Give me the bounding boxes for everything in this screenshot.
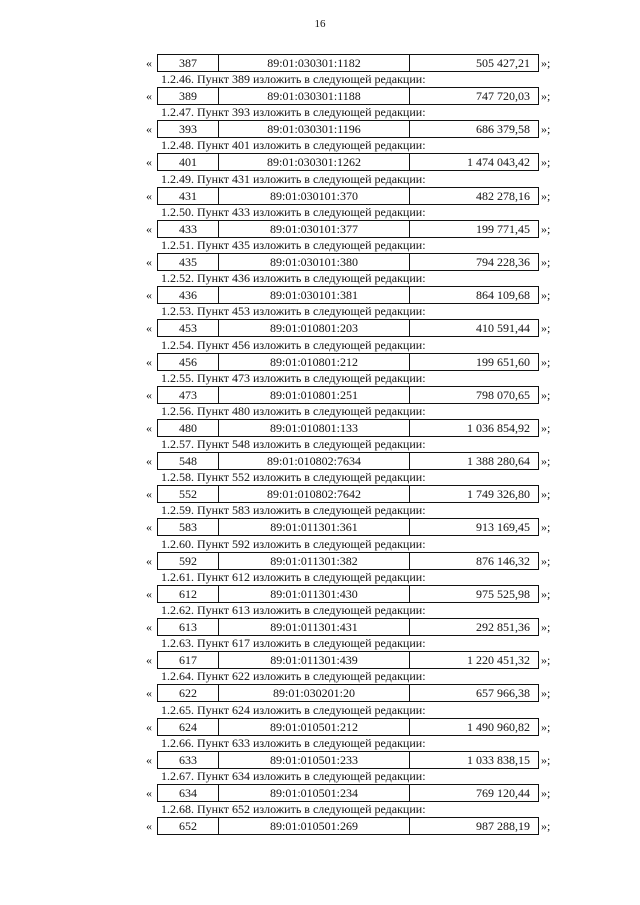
- item-number-cell: 613: [158, 619, 219, 635]
- opening-quote: «: [146, 752, 152, 767]
- table-row-line: [0, 452, 640, 470]
- closing-quote: »;: [541, 487, 551, 502]
- table-row-line: [0, 518, 640, 536]
- amendment-entry: [0, 636, 640, 669]
- table-row-line: [0, 120, 640, 138]
- value-cell: 657 966,38: [476, 686, 530, 701]
- value-cell: 199 651,60: [476, 354, 530, 369]
- table-row-line: [0, 319, 640, 337]
- item-number-cell: 401: [158, 154, 219, 170]
- cadastral-number-cell: 89:01:030301:1262: [219, 154, 410, 170]
- cadastral-number-cell: 89:01:030101:380: [219, 254, 410, 270]
- item-number-cell: 473: [158, 387, 219, 403]
- opening-quote: «: [146, 89, 152, 103]
- item-number-cell: 624: [158, 719, 219, 735]
- opening-quote: «: [146, 719, 152, 734]
- item-number-cell: 592: [158, 553, 219, 569]
- amendment-heading: 1.2.46. Пункт 389 изложить в следующей редакции:: [161, 72, 426, 86]
- opening-quote: «: [146, 454, 152, 469]
- amendment-entry: [0, 138, 640, 171]
- amendment-heading: 1.2.50. Пункт 433 изложить в следующей редакции:: [161, 204, 426, 219]
- table-row: [157, 684, 539, 702]
- cadastral-number-cell: 89:01:010501:234: [219, 785, 410, 801]
- cadastral-number-cell: 89:01:010501:233: [219, 752, 410, 768]
- item-number-cell: 652: [158, 818, 219, 834]
- value-cell: 686 379,58: [476, 122, 530, 137]
- cadastral-number-cell: 89:01:011301:430: [219, 586, 410, 602]
- cadastral-number-cell: 89:01:010801:203: [219, 320, 410, 336]
- closing-quote: »;: [541, 387, 551, 402]
- cadastral-number-cell: 89:01:010801:133: [219, 420, 410, 436]
- amendment-entry: [0, 570, 640, 603]
- amendment-entry: [0, 54, 640, 72]
- closing-quote: »;: [541, 254, 551, 269]
- opening-quote: «: [146, 487, 152, 502]
- table-row: [157, 120, 539, 138]
- table-row-line: [0, 485, 640, 503]
- value-cell: 505 427,21: [476, 56, 530, 70]
- table-row-line: [0, 386, 640, 404]
- amendment-entry: [0, 271, 640, 304]
- amendment-entry: [0, 603, 640, 636]
- table-row: [157, 751, 539, 769]
- item-number-cell: 453: [158, 320, 219, 336]
- closing-quote: »;: [541, 354, 551, 369]
- closing-quote: »;: [541, 155, 551, 170]
- cadastral-number-cell: 89:01:011301:361: [219, 519, 410, 535]
- opening-quote: «: [146, 321, 152, 336]
- amendment-entry: [0, 736, 640, 769]
- opening-quote: «: [146, 221, 152, 236]
- value-cell: 482 278,16: [476, 188, 530, 203]
- item-number-cell: 633: [158, 752, 219, 768]
- closing-quote: »;: [541, 454, 551, 469]
- table-row-line: [0, 187, 640, 205]
- table-row: [157, 187, 539, 205]
- closing-quote: »;: [541, 553, 551, 568]
- amendment-entry: [0, 802, 640, 835]
- closing-quote: »;: [541, 221, 551, 236]
- table-row: [157, 518, 539, 536]
- item-number-cell: 552: [158, 486, 219, 502]
- table-row-line: [0, 286, 640, 304]
- amendment-heading: 1.2.59. Пункт 583 изложить в следующей редакции:: [161, 503, 426, 518]
- cadastral-number-cell: 89:01:011301:382: [219, 553, 410, 569]
- cadastral-number-cell: 89:01:030201:20: [219, 685, 410, 701]
- amendment-heading: 1.2.65. Пункт 624 изложить в следующей редакции:: [161, 702, 426, 717]
- table-row-line: [0, 253, 640, 271]
- amendment-entry: [0, 205, 640, 238]
- cadastral-number-cell: 89:01:010801:251: [219, 387, 410, 403]
- item-number-cell: 456: [158, 354, 219, 370]
- item-number-cell: 389: [158, 88, 219, 104]
- table-row-line: [0, 419, 640, 437]
- opening-quote: «: [146, 420, 152, 435]
- opening-quote: «: [146, 56, 152, 70]
- cadastral-number-cell: 89:01:010801:212: [219, 354, 410, 370]
- closing-quote: »;: [541, 586, 551, 601]
- amendment-heading: 1.2.64. Пункт 622 изложить в следующей редакции:: [161, 669, 426, 684]
- opening-quote: «: [146, 586, 152, 601]
- item-number-cell: 548: [158, 453, 219, 469]
- opening-quote: «: [146, 819, 152, 834]
- table-row: [157, 253, 539, 271]
- amendment-heading: 1.2.49. Пункт 431 изложить в следующей редакции:: [161, 171, 426, 186]
- item-number-cell: 480: [158, 420, 219, 436]
- amendment-entry: [0, 371, 640, 404]
- value-cell: 1 388 280,64: [467, 454, 530, 469]
- table-row: [157, 817, 539, 835]
- amendment-entry: [0, 172, 640, 205]
- value-cell: 794 228,36: [476, 254, 530, 269]
- opening-quote: «: [146, 188, 152, 203]
- cadastral-number-cell: 89:01:030101:381: [219, 287, 410, 303]
- document-body: [0, 54, 640, 835]
- value-cell: 798 070,65: [476, 387, 530, 402]
- item-number-cell: 617: [158, 652, 219, 668]
- opening-quote: «: [146, 155, 152, 170]
- cadastral-number-cell: 89:01:010501:269: [219, 818, 410, 834]
- value-cell: 1 749 326,80: [467, 487, 530, 502]
- item-number-cell: 431: [158, 188, 219, 204]
- amendment-entry: [0, 503, 640, 536]
- cadastral-number-cell: 89:01:010802:7642: [219, 486, 410, 502]
- table-row: [157, 718, 539, 736]
- cadastral-number-cell: 89:01:030101:377: [219, 221, 410, 237]
- amendment-heading: 1.2.67. Пункт 634 изложить в следующей редакции:: [161, 768, 426, 783]
- closing-quote: »;: [541, 819, 551, 834]
- closing-quote: »;: [541, 719, 551, 734]
- table-row: [157, 353, 539, 371]
- table-row-line: [0, 220, 640, 238]
- table-row: [157, 651, 539, 669]
- table-row-line: [0, 817, 640, 835]
- amendment-heading: 1.2.57. Пункт 548 изложить в следующей редакции:: [161, 437, 426, 452]
- amendment-heading: 1.2.56. Пункт 480 изложить в следующей редакции:: [161, 403, 426, 418]
- table-row-line: [0, 585, 640, 603]
- cadastral-number-cell: 89:01:030101:370: [219, 188, 410, 204]
- opening-quote: «: [146, 354, 152, 369]
- table-row-line: [0, 552, 640, 570]
- cadastral-number-cell: 89:01:010501:212: [219, 719, 410, 735]
- amendment-heading: 1.2.51. Пункт 435 изложить в следующей редакции:: [161, 237, 426, 252]
- table-row-line: [0, 618, 640, 636]
- table-row-line: [0, 718, 640, 736]
- page-number: 16: [314, 18, 326, 30]
- value-cell: 1 036 854,92: [467, 420, 530, 435]
- value-cell: 410 591,44: [476, 321, 530, 336]
- table-row: [157, 452, 539, 470]
- item-number-cell: 435: [158, 254, 219, 270]
- opening-quote: «: [146, 387, 152, 402]
- table-row: [157, 618, 539, 636]
- amendment-heading: 1.2.68. Пункт 652 изложить в следующей редакции:: [161, 802, 426, 817]
- value-cell: 1 220 451,32: [467, 653, 530, 668]
- table-row: [157, 485, 539, 503]
- table-row-line: [0, 153, 640, 171]
- value-cell: 913 169,45: [476, 520, 530, 535]
- closing-quote: »;: [541, 321, 551, 336]
- amendment-heading: 1.2.60. Пункт 592 изложить в следующей редакции:: [161, 536, 426, 551]
- opening-quote: «: [146, 520, 152, 535]
- table-row: [157, 286, 539, 304]
- table-row: [157, 220, 539, 238]
- item-number-cell: 634: [158, 785, 219, 801]
- opening-quote: «: [146, 785, 152, 800]
- item-number-cell: 622: [158, 685, 219, 701]
- value-cell: 1 033 838,15: [467, 752, 530, 767]
- opening-quote: «: [146, 288, 152, 303]
- closing-quote: »;: [541, 420, 551, 435]
- table-row: [157, 784, 539, 802]
- table-row-line: [0, 54, 640, 72]
- amendment-heading: 1.2.48. Пункт 401 изложить в следующей редакции:: [161, 138, 426, 153]
- closing-quote: »;: [541, 188, 551, 203]
- opening-quote: «: [146, 686, 152, 701]
- table-row-line: [0, 353, 640, 371]
- opening-quote: «: [146, 254, 152, 269]
- table-row-line: [0, 784, 640, 802]
- item-number-cell: 433: [158, 221, 219, 237]
- amendment-entry: [0, 238, 640, 271]
- closing-quote: »;: [541, 122, 551, 137]
- opening-quote: «: [146, 620, 152, 634]
- amendment-entry: [0, 72, 640, 105]
- cadastral-number-cell: 89:01:030301:1182: [219, 55, 410, 71]
- item-number-cell: 612: [158, 586, 219, 602]
- value-cell: 292 851,36: [476, 620, 530, 634]
- value-cell: 1 490 960,82: [467, 719, 530, 734]
- table-row-line: [0, 751, 640, 769]
- table-row: [157, 419, 539, 437]
- closing-quote: »;: [541, 288, 551, 303]
- closing-quote: »;: [541, 620, 551, 634]
- closing-quote: »;: [541, 520, 551, 535]
- amendment-heading: 1.2.61. Пункт 612 изложить в следующей редакции:: [161, 569, 426, 584]
- table-row: [157, 153, 539, 171]
- item-number-cell: 387: [158, 55, 219, 71]
- amendment-heading: 1.2.47. Пункт 393 изложить в следующей редакции:: [161, 105, 426, 120]
- value-cell: 987 288,19: [476, 819, 530, 834]
- amendment-entry: [0, 304, 640, 337]
- opening-quote: «: [146, 122, 152, 137]
- amendment-entry: [0, 338, 640, 371]
- amendment-heading: 1.2.53. Пункт 453 изложить в следующей редакции:: [161, 304, 426, 319]
- opening-quote: «: [146, 553, 152, 568]
- opening-quote: «: [146, 653, 152, 668]
- table-row: [157, 585, 539, 603]
- value-cell: 864 109,68: [476, 288, 530, 303]
- amendment-entry: [0, 669, 640, 702]
- value-cell: 747 720,03: [476, 89, 530, 103]
- cadastral-number-cell: 89:01:010802:7634: [219, 453, 410, 469]
- value-cell: 876 146,32: [476, 553, 530, 568]
- cadastral-number-cell: 89:01:011301:439: [219, 652, 410, 668]
- item-number-cell: 436: [158, 287, 219, 303]
- table-row: [157, 54, 539, 72]
- cadastral-number-cell: 89:01:030301:1196: [219, 121, 410, 137]
- amendment-heading: 1.2.55. Пункт 473 изложить в следующей редакции:: [161, 370, 426, 385]
- amendment-entry: [0, 404, 640, 437]
- table-row: [157, 319, 539, 337]
- value-cell: 1 474 043,42: [467, 155, 530, 170]
- cadastral-number-cell: 89:01:011301:431: [219, 619, 410, 635]
- closing-quote: »;: [541, 56, 551, 70]
- table-row-line: [0, 684, 640, 702]
- value-cell: 975 525,98: [476, 586, 530, 601]
- amendment-entry: [0, 437, 640, 470]
- amendment-heading: 1.2.52. Пункт 436 изложить в следующей редакции:: [161, 271, 426, 286]
- closing-quote: »;: [541, 785, 551, 800]
- value-cell: 199 771,45: [476, 221, 530, 236]
- amendment-heading: 1.2.66. Пункт 633 изложить в следующей редакции:: [161, 735, 426, 750]
- amendment-entry: [0, 470, 640, 503]
- table-row: [157, 87, 539, 105]
- table-row: [157, 386, 539, 404]
- table-row-line: [0, 651, 640, 669]
- amendment-heading: 1.2.58. Пункт 552 изложить в следующей редакции:: [161, 470, 426, 485]
- amendment-entry: [0, 105, 640, 138]
- closing-quote: »;: [541, 686, 551, 701]
- closing-quote: »;: [541, 752, 551, 767]
- item-number-cell: 583: [158, 519, 219, 535]
- cadastral-number-cell: 89:01:030301:1188: [219, 88, 410, 104]
- amendment-entry: [0, 769, 640, 802]
- closing-quote: »;: [541, 89, 551, 103]
- closing-quote: »;: [541, 653, 551, 668]
- amendment-heading: 1.2.62. Пункт 613 изложить в следующей редакции:: [161, 603, 426, 617]
- amendment-heading: 1.2.63. Пункт 617 изложить в следующей редакции:: [161, 636, 426, 651]
- table-row: [157, 552, 539, 570]
- item-number-cell: 393: [158, 121, 219, 137]
- amendment-heading: 1.2.54. Пункт 456 изложить в следующей редакции:: [161, 337, 426, 352]
- amendment-entry: [0, 703, 640, 736]
- table-row-line: [0, 87, 640, 105]
- amendment-entry: [0, 537, 640, 570]
- value-cell: 769 120,44: [476, 785, 530, 800]
